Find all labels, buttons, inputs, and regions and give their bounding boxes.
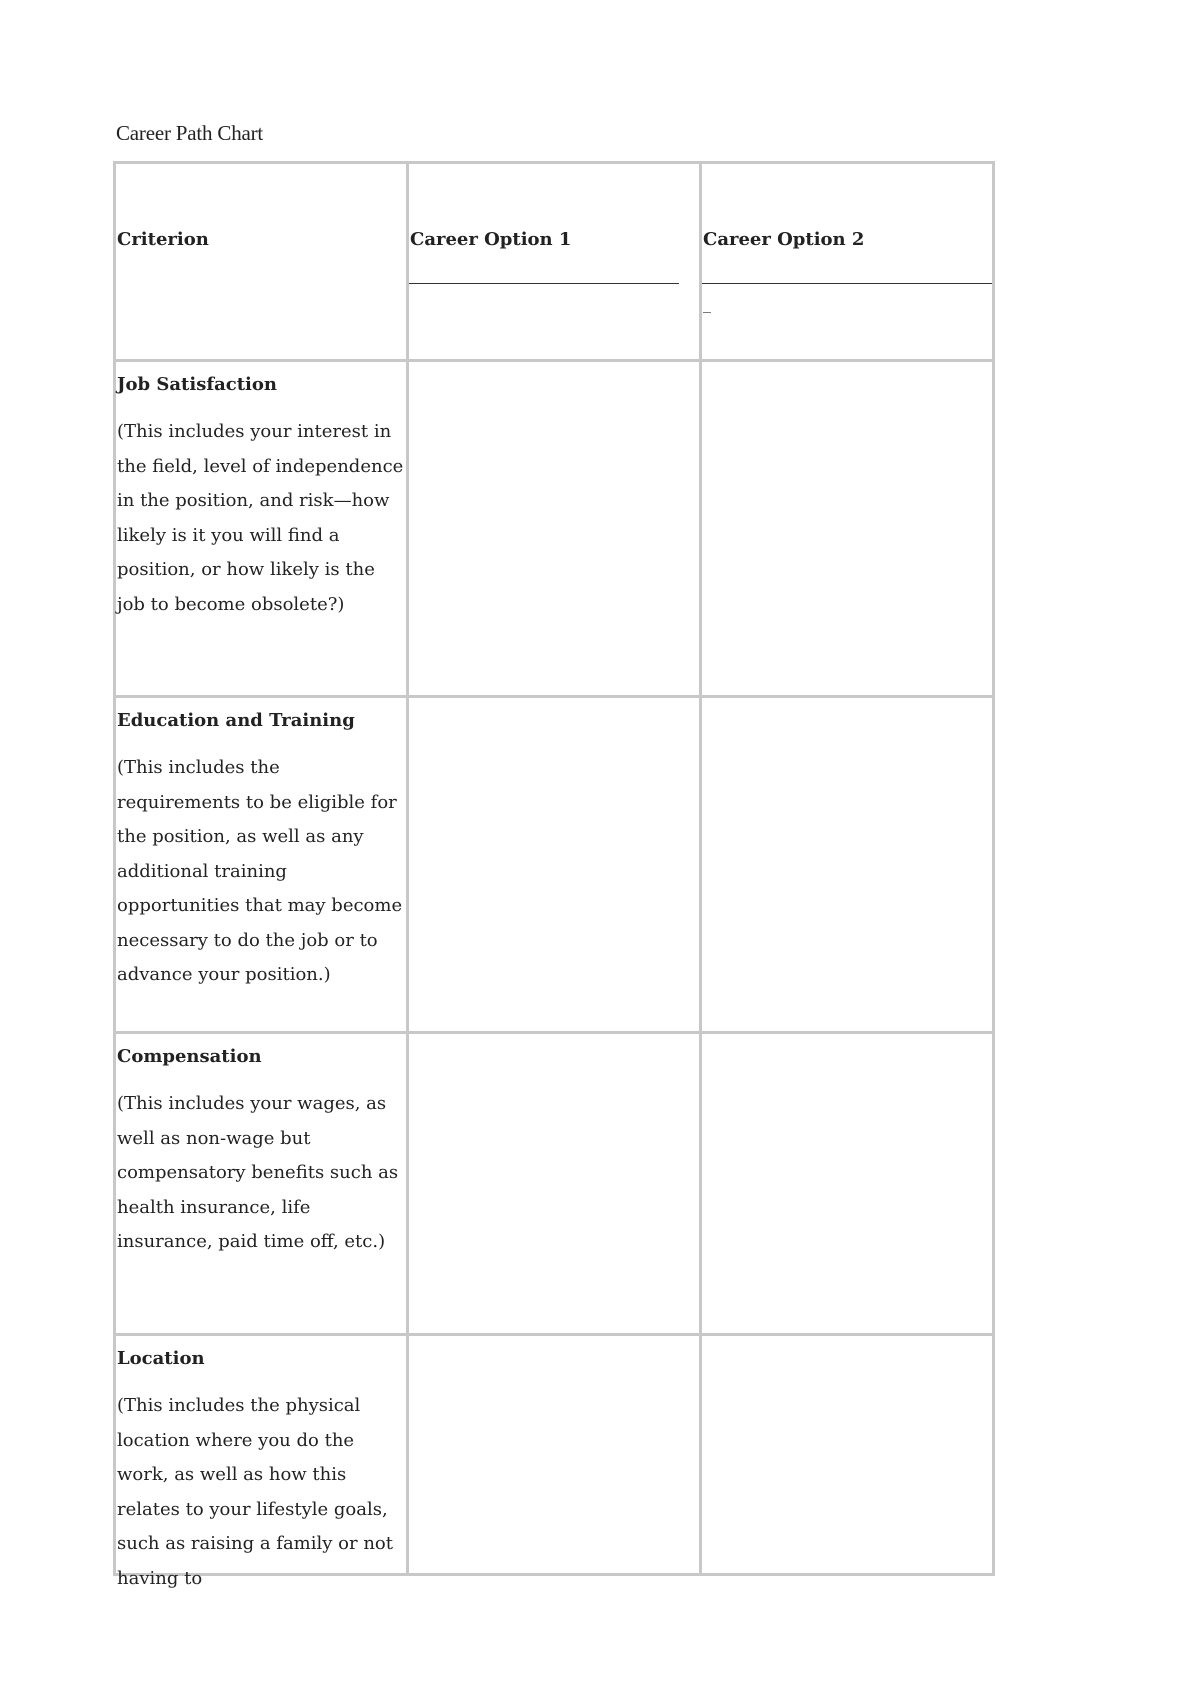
option1-cell[interactable]	[408, 361, 701, 697]
header-criterion-cell	[115, 163, 408, 361]
criterion-name: Location	[117, 1348, 205, 1369]
option1-cell[interactable]	[408, 697, 701, 1033]
document-title: Career Path Chart	[116, 121, 264, 145]
option2-trailing-underscore: _	[703, 294, 711, 313]
criterion-description: (This includes your wages, as well as non-wage but compensatory benefits such as health insurance, life insurance, paid time off, etc.)	[117, 1093, 399, 1252]
header-option1-cell[interactable]	[408, 163, 701, 361]
option2-cell[interactable]	[701, 361, 994, 697]
header-career-option-2: Career Option 2	[703, 229, 865, 250]
table-row	[115, 697, 994, 1033]
header-career-option-1: Career Option 1	[410, 229, 572, 250]
option1-cell[interactable]	[408, 1335, 701, 1575]
table-header-row	[115, 163, 994, 361]
option2-blank-line	[702, 283, 992, 284]
criterion-cell	[115, 361, 408, 697]
option2-cell[interactable]	[701, 697, 994, 1033]
criterion-name: Compensation	[117, 1046, 262, 1067]
criterion-description: (This includes your interest in the field, level of independence in the position, and risk—how likely is it you will find a position, or how likely is the job to become obsolete?)	[117, 421, 404, 615]
criterion-cell	[115, 697, 408, 1033]
criterion-cell	[115, 1033, 408, 1335]
option1-blank-line	[409, 283, 679, 284]
criterion-clip	[116, 1348, 406, 1589]
criterion-name: Job Satisfaction	[117, 374, 277, 395]
table-row	[115, 1033, 994, 1335]
table-row	[115, 361, 994, 697]
option2-cell[interactable]	[701, 1335, 994, 1575]
criterion-name: Education and Training	[117, 710, 355, 731]
criterion-cell	[115, 1335, 408, 1589]
criterion-description: (This includes the requirements to be eligible for the position, as well as any additional training opportunities that may become necessary to do the job or to advance your position.)	[117, 757, 403, 985]
career-path-table	[113, 161, 995, 1589]
header-option2-cell[interactable]	[701, 163, 994, 361]
criterion-description: (This includes the physical location where you do the work, as well as how this relates to your lifestyle goals, such as raising a family or not having to	[117, 1395, 393, 1589]
option2-cell[interactable]	[701, 1033, 994, 1335]
table-row	[115, 1335, 994, 1575]
option1-cell[interactable]	[408, 1033, 701, 1335]
header-criterion: Criterion	[117, 229, 209, 250]
